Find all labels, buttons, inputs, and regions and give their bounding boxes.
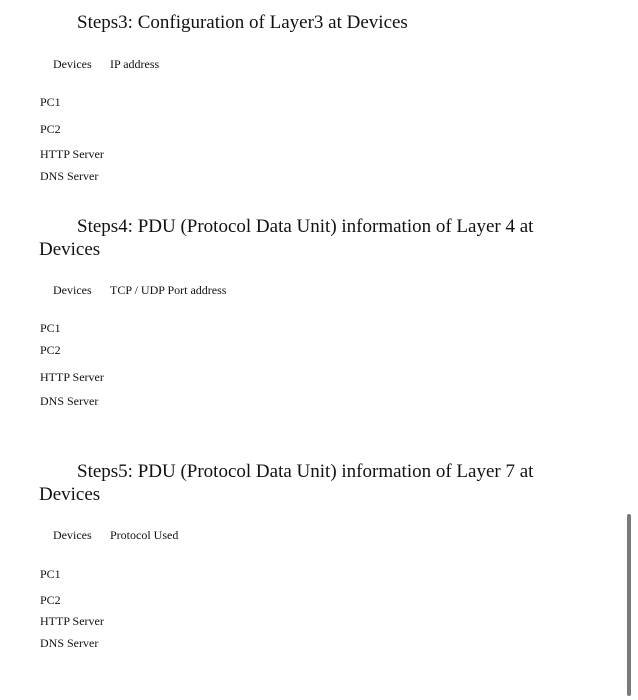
- step4-row-dns-server: DNS Server: [40, 394, 99, 408]
- step5-row-dns-server: DNS Server: [40, 636, 99, 650]
- step3-row-dns-server: DNS Server: [40, 169, 99, 183]
- step3-row-http-server: HTTP Server: [40, 147, 104, 161]
- step4-devices-header: Devices: [53, 283, 92, 297]
- step3-devices-header: Devices: [53, 57, 92, 71]
- step4-row-pc1: PC1: [40, 321, 61, 335]
- step5-row-http-server: HTTP Server: [40, 614, 104, 628]
- step5-title: Steps5: PDU (Protocol Data Unit) information of Layer 7 at Devices: [39, 461, 534, 505]
- step4-row-pc2: PC2: [40, 343, 61, 357]
- step4-row-http-server: HTTP Server: [40, 370, 104, 384]
- step5-row-pc1: PC1: [40, 567, 61, 581]
- step3-row-pc2: PC2: [40, 122, 61, 136]
- step3-ip-header: IP address: [110, 57, 160, 71]
- step3-title: Steps3: Configuration of Layer3 at Devices: [77, 12, 408, 33]
- step5-row-pc2: PC2: [40, 593, 61, 607]
- vertical-scrollbar[interactable]: [627, 514, 631, 696]
- step5-devices-header: Devices: [53, 528, 92, 542]
- step3-row-pc1: PC1: [40, 95, 61, 109]
- step4-port-header: TCP / UDP Port address: [110, 283, 227, 297]
- step5-protocol-header: Protocol Used: [110, 528, 179, 542]
- step4-title: Steps4: PDU (Protocol Data Unit) information of Layer 4 at Devices: [39, 216, 534, 260]
